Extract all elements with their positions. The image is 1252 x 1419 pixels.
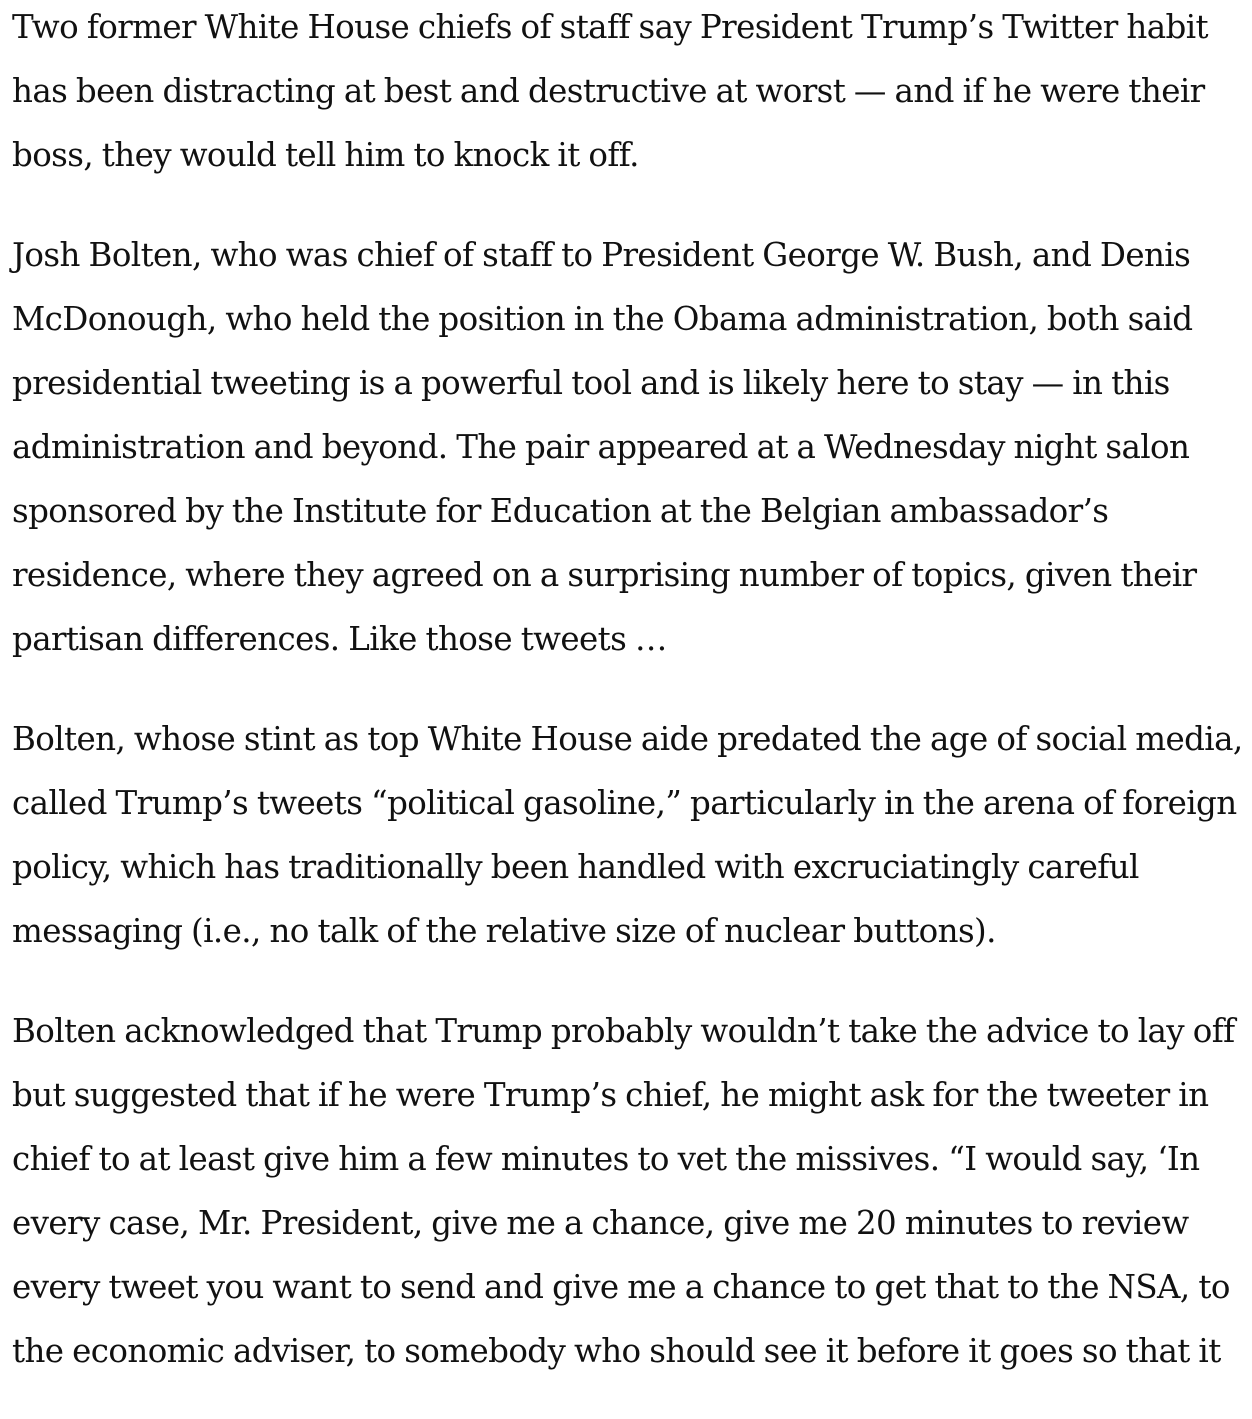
- paragraph-2: Josh Bolten, who was chief of staff to President George W. Bush, and Denis McDonough, who held the position in the Obama administration, both said presidential tweeting is a powerful tool and is likely here to stay — in this administration and beyond. The pair appeared at a Wednesday night salon sponsored by the Institute for Education at the Belgian ambassador’s residence, where they agreed on a surprising number of topics, given their partisan differences. Like those tweets …: [12, 236, 1197, 658]
- paragraph-1: Two former White House chiefs of staff say President Trump’s Twitter habit has been distracting at best and destructive at worst — and if he were their boss, they would tell him to knock it off.: [12, 8, 1208, 174]
- paragraph-3: Bolten, whose stint as top White House aide predated the age of social media, called Trump’s tweets “political gasoline,” particularly in the arena of foreign policy, which has traditionally been handled with excruciatingly careful messaging (i.e., no talk of the relative size of nuclear buttons).: [12, 720, 1243, 950]
- article-body: [12, 0, 1248, 1419]
- paragraph-4: Bolten acknowledged that Trump probably wouldn’t take the advice to lay off but suggested that if he were Trump’s chief, he might ask for the tweeter in chief to at least give him a few minutes to vet the missives. “I would say, ‘In every case, Mr. President, give me a chance, give me 20 minutes to review every tweet you want to send and give me a chance to get that to the NSA, to the economic adviser, to somebody who should see it before it goes so that it: [12, 1012, 1235, 1370]
